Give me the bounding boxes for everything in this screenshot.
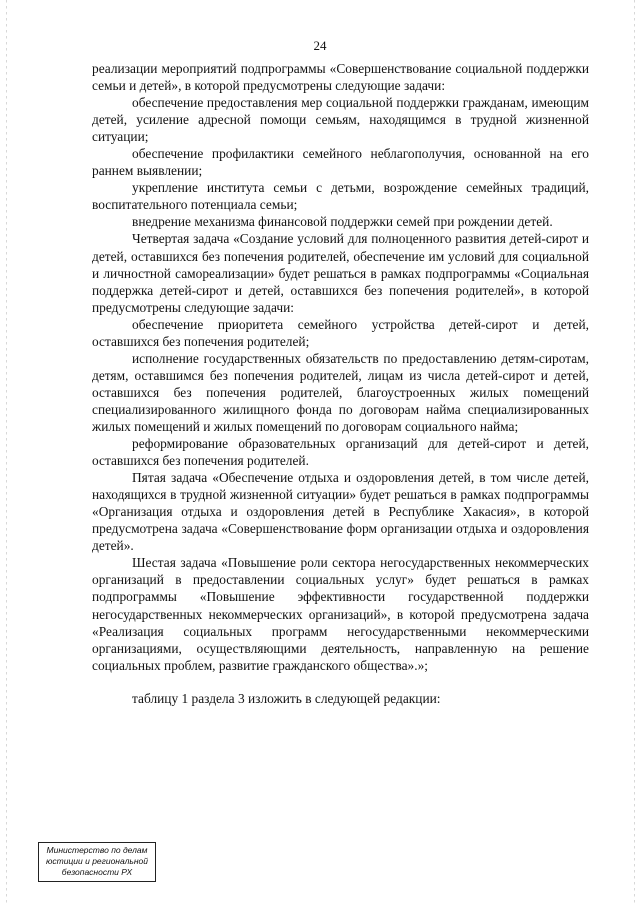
document-body xyxy=(92,60,589,707)
paragraph: Пятая задача «Обеспечение отдыха и оздоровления детей, в том числе детей, находящихся в трудной жизненной ситуации» будет решаться в рамках подпрограммы «Организация отдыха и оздоровления детей в Республике Хакасия», в которой предусмотрена задача «Совершенствование форм организации отдыха и оздоровления детей». xyxy=(92,470,589,554)
stamp-line: Министерство по делам xyxy=(46,845,148,855)
paragraph: внедрение механизма финансовой поддержки семей при рождении детей. xyxy=(132,214,553,230)
scan-edge-right xyxy=(634,0,636,905)
stamp-line: безопасности РХ xyxy=(61,867,133,877)
paragraph: Шестая задача «Повышение роли сектора негосударственных некоммерческих организаций в предоставлении социальных услуг» будет решаться в рамках подпрограммы «Повышение эффективности государственной поддержки негосударственных некоммерческих организаций», в которой предусмотрена задача «Реализация социальных программ негосударственными некоммерческими организациями, осуществляющими деятельность, направленную на решение социальных проблем, развитие гражданского общества».»; xyxy=(92,555,589,673)
paragraph: Четвертая задача «Создание условий для полноценного развития детей-сирот и детей, оставшихся без попечения родителей, обеспечение им условий для социальной и личностной самореализации» будет решаться в рамках подпрограммы «Социальная поддержка детей-сирот и детей, оставшихся без попечения родителей», в которой предусмотрены следующие задачи: xyxy=(92,231,589,315)
paragraph: реализации мероприятий подпрограммы «Совершенствование социальной поддержки семьи и детей», в которой предусмотрены следующие задачи: xyxy=(92,61,589,94)
ministry-stamp xyxy=(38,842,156,882)
paragraph: обеспечение предоставления мер социальной поддержки гражданам, имеющим детей, усиление адресной помощи семьям, находящимся в трудной жизненной ситуации; xyxy=(92,95,589,145)
paragraph: исполнение государственных обязательств по предоставлению детям-сиротам, детям, оставшимся без попечения родителей, лицам из числа детей-сирот и детей, оставшихся без попечения родителей, благоустроенных жилых помещений специализированного жилищного фонда по договорам найма специализированных жилых помещений и жилых помещений по договорам социального найма; xyxy=(92,350,589,434)
paragraph: укрепление института семьи с детьми, возрождение семейных традиций, воспитательного потенциала семьи; xyxy=(92,180,589,213)
paragraph: обеспечение приоритета семейного устройства детей-сирот и детей, оставшихся без попечения родителей; xyxy=(92,316,589,349)
scan-edge-left xyxy=(6,0,8,905)
page-number: 24 xyxy=(313,38,327,53)
paragraph: таблицу 1 раздела 3 изложить в следующей редакции: xyxy=(132,690,441,706)
paragraph: обеспечение профилактики семейного неблагополучия, основанной на его раннем выявлении; xyxy=(92,146,589,179)
paragraph: реформирование образовательных организаций для детей-сирот и детей, оставшихся без попечения родителей. xyxy=(92,436,589,469)
stamp-line: юстиции и региональной xyxy=(45,856,149,866)
